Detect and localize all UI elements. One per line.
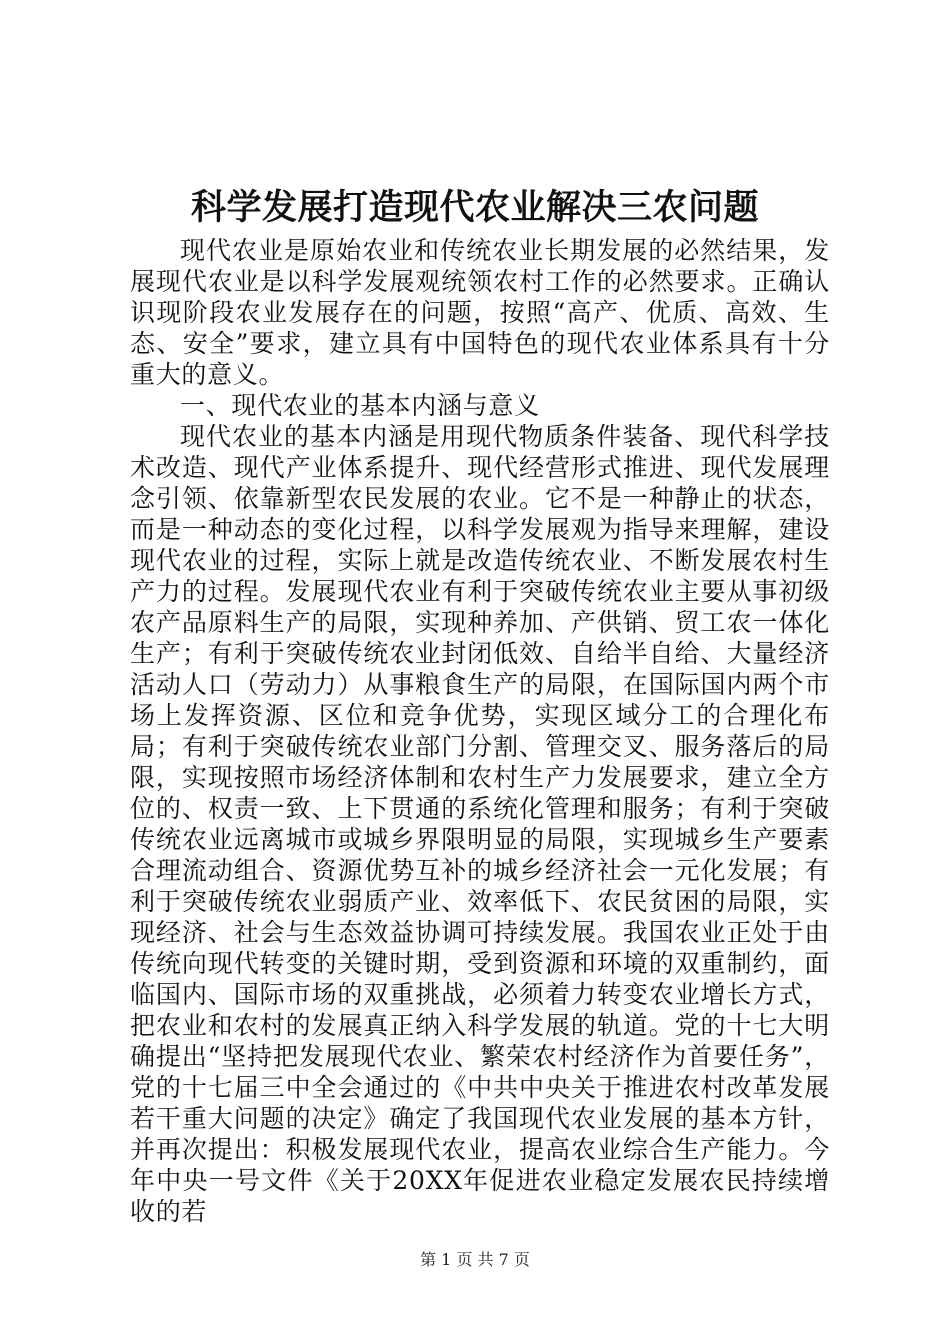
body-paragraph: 现代农业的基本内涵是用现代物质条件装备、现代科学技术改造、现代产业体系提升、现代经营形式推进、现代发展理念引领、依靠新型农民发展的农业。它不是一种静止的状态，而是一种动态的变化过程，以科学发展观为指导来理解，建设现代农业的过程，实际上就是改造传统农业、不断发展农村生产力的过程。发展现代农业有利于突破传统农业主要从事初级农产品原料生产的局限，实现种养加、产供销、贸工农一体化生产；有利于突破传统农业封闭低效、自给半自给、大量经济活动人口（劳动力）从事粮食生产的局限，在国际国内两个市场上发挥资源、区位和竞争优势，实现区域分工的合理化布局；有利于突破传统农业部门分割、管理交叉、服务落后的局限，实现按照市场经济体制和农村生产力发展要求，建立全方位的、权责一致、上下贯通的系统化管理和服务；有利于突破传统农业远离城市或城乡界限明显的局限，实现城乡生产要素合理流动组合、资源优势互补的城乡经济社会一元化发展；有利于突破传统农业弱质产业、效率低下、农民贫困的局限，实现经济、社会与生态效益协调可持续发展。我国农业正处于由传统向现代转变的关键时期，受到资源和环境的双重制约，面临国内、国际市场的双重挑战，必须着力转变农业增长方式，把农业和农村的发展真正纳入科学发展的轨道。党的十七大明确提出“坚持把发展现代农业、繁荣农村经济作为首要任务”，党的十七届三中全会通过的《中共中央关于推进农村改革发展若干重大问题的决定》确定了我国现代农业发展的基本方针，并再次提出：积极发展现代农业，提高农业综合生产能力。今年中央一号文件《关于20XX年促进农业稳定发展农民持续增收的若 [130,422,830,1226]
page-number-footer: 第 1 页 共 7 页 [420,1250,530,1269]
document-body [130,235,830,1227]
intro-paragraph: 现代农业是原始农业和传统农业长期发展的必然结果，发展现代农业是以科学发展观统领农村工作的必然要求。正确认识现阶段农业发展存在的问题，按照“高产、优质、高效、生态、安全”要求，建立具有中国特色的现代农业体系具有十分重大的意义。 [130,236,830,389]
document-title: 科学发展打造现代农业解决三农问题 [190,187,759,228]
section-heading: 一、现代农业的基本内涵与意义 [180,391,540,420]
